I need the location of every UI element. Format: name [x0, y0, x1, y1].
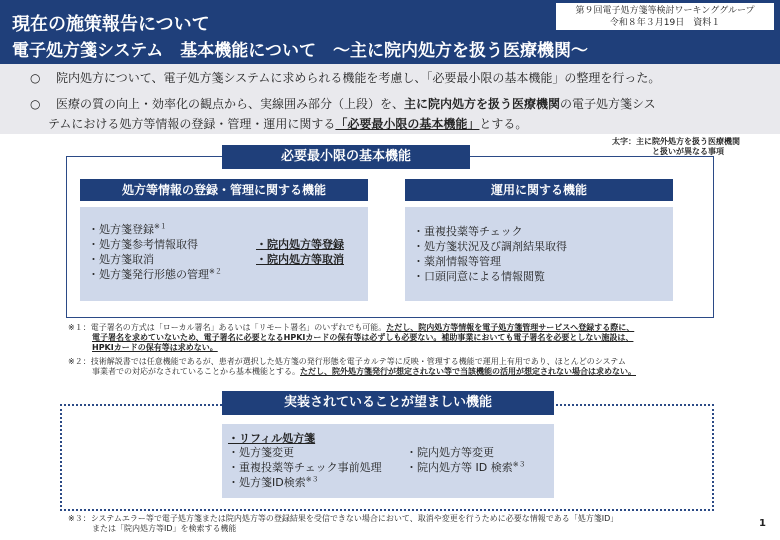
item-prescription-change: ・処方箋変更: [228, 446, 294, 459]
item-duplicate-precheck: ・重複投薬等チェック事前処理: [228, 461, 382, 474]
intro-bullet-2: [30, 95, 656, 112]
legend-note-line2: と扱いが異なる事項: [652, 147, 724, 156]
desirable-panel: [222, 424, 554, 498]
note-mark-1: ※１: [154, 222, 167, 231]
intro-bullet-1: [30, 69, 660, 86]
footnote-1: ※１：電子署名の方式は「ローカル署名」あるいは「リモート署名」のいずれでも可能。ただし、院内処方等情報を電子処方箋管理サービスへ登録する際に、 電子署名を求めていないため、電子署名に必要となるHPKIカードの保有等は必ずしも必要ない。補助事業においても電子署名を必要としない施設は、 HPKIカードの保有等は求めない。: [68, 323, 635, 352]
bullet-mark: ○: [30, 71, 41, 85]
meeting-date: 令和８年３月19日 資料１: [609, 18, 721, 28]
item-prescription-id-search: ・処方箋ID検索$^{※3}$: [228, 475, 319, 489]
item-inhouse-registration: ・院内処方等登録: [256, 238, 344, 251]
item-prescription-registration: ・処方箋登録$^{※1}$: [88, 222, 167, 236]
operation-heading: 運用に関する機能: [405, 179, 673, 201]
bullet2-line2-pre: テムにおける処方等情報の登録・管理・運用に関する: [48, 117, 336, 131]
meeting-info-box: [556, 3, 774, 30]
item-reference-info: ・処方箋参考情報取得: [88, 238, 198, 251]
item-issue-format: ・処方箋発行形態の管理$^{※2}$: [88, 267, 222, 281]
basic-functions-title: 必要最小限の基本機能: [222, 145, 470, 169]
item-status-result: ・処方箋状況及び調剤結果取得: [413, 240, 567, 253]
note-mark-3b: ※３: [512, 460, 526, 469]
header-bar: [0, 0, 780, 64]
title-line2: 電子処方箋システム 基本機能について ～主に院内処方を扱う医療機関～: [12, 41, 588, 61]
note-mark-2: ※２: [209, 267, 222, 276]
operation-panel: [405, 207, 673, 301]
bullet2-pre: 医療の質の向上・効率化の観点から、実線囲み部分（上段）を、: [56, 97, 405, 111]
desirable-functions-title: 実装されていることが望ましい機能: [222, 391, 554, 415]
legend-note-line1: 太字：主に院外処方を扱う医療機関: [612, 137, 740, 146]
bullet1-text: 院内処方について、電子処方箋システムに求められる機能を考慮し、「必要最小限の基本機能」の整理を行った。: [56, 71, 661, 85]
meeting-name: 第９回電子処方箋等検討ワーキンググループ: [575, 6, 755, 16]
item-prescription-cancel: ・処方箋取消: [88, 253, 154, 266]
item-oral-consent: ・口頭同意による情報閲覧: [413, 270, 545, 283]
legend-note: [612, 137, 774, 157]
item-inhouse-id-search: ・院内処方等 ID 検索$^{※3}$: [406, 460, 526, 474]
intro-bullet-2-line2: [48, 115, 527, 132]
bullet-mark: ○: [30, 97, 41, 111]
item-duplicate-check: ・重複投薬等チェック: [413, 225, 523, 238]
item-inhouse-change: ・院内処方等変更: [406, 446, 494, 459]
bullet2-line2-post: とする。: [479, 117, 528, 131]
intro-band: [0, 64, 780, 134]
bullet2-line2-underline: 「必要最小限の基本機能」: [335, 117, 480, 131]
registration-heading: 処方等情報の登録・管理に関する機能: [80, 179, 368, 201]
item-refill: ・リフィル処方箋: [228, 432, 316, 445]
item-inhouse-cancel: ・院内処方等取消: [256, 253, 344, 266]
bullet2-post: の電子処方箋シス: [560, 97, 656, 111]
footnote-3: ※３：システムエラー等で電子処方箋または院内処方等の登録結果を受信できない場合において、取消や変更を行うために必要な情報である「処方箋ID」 または「院内処方等ID」を検索する機能: [68, 514, 619, 533]
page-number: 1: [759, 518, 766, 529]
note-mark-3: ※３: [305, 475, 319, 484]
bullet2-bold: 主に院内処方を扱う医療機関: [404, 97, 561, 111]
registration-panel: [80, 207, 368, 301]
footnote-2: ※２：技術解説書では任意機能であるが、患者が選択した処方箋の発行形態を電子カルテ等に反映・管理する機能で運用上有用であり、ほとんどのシステム 事業者での対応がなされていることから基本機能とする。ただし、院外処方箋発行が想定されない等で当該機能の活用が想定されない場合は求めない。: [68, 357, 636, 376]
title-line1: 現在の施策報告について: [12, 14, 210, 35]
item-drug-info: ・薬剤情報等管理: [413, 255, 501, 268]
